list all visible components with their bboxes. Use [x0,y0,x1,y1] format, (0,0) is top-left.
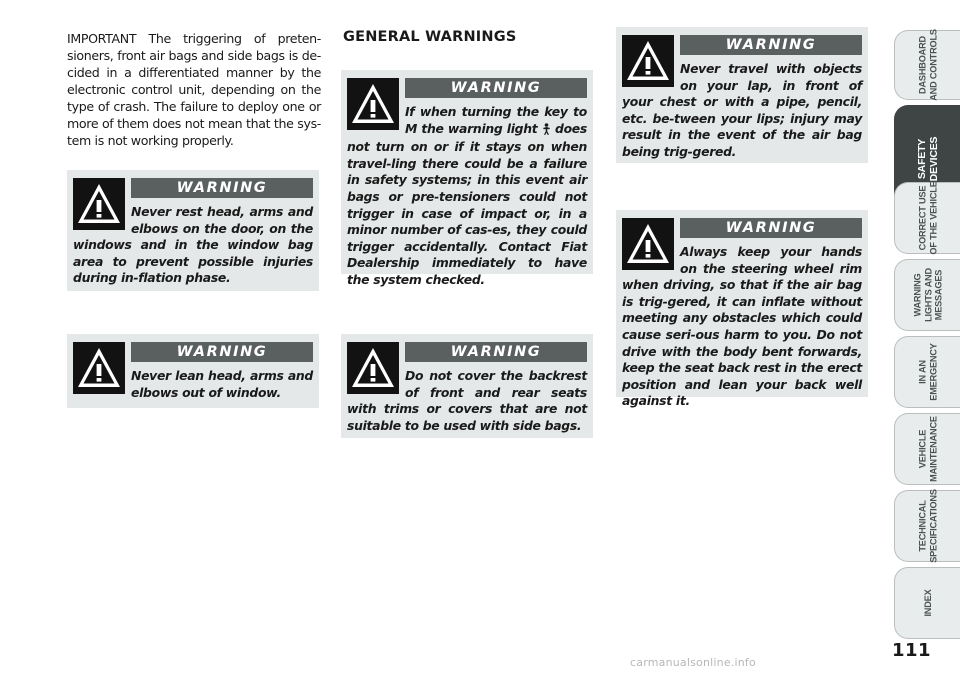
warning-box [341,334,593,438]
warning-box [616,210,868,409]
warning-triangle-icon [347,342,399,394]
page-number: 111 [892,640,932,661]
warning-header: WARNING [131,342,313,362]
warning-header: WARNING [680,35,862,55]
warning-header: WARNING [131,178,313,198]
warning-box [341,70,593,287]
section-title: GENERAL WARNINGS [343,29,517,45]
warning-box [67,334,319,408]
tab-dashboard-and-controls[interactable] [894,30,960,100]
airbag-icon [542,123,551,140]
tab-label: VEHICLE MAINTENANCE [917,416,938,482]
warning-text [347,104,587,289]
warning-triangle-icon [73,178,125,230]
tab-technical-specifications[interactable] [894,490,960,562]
warning-text: Never lean head, arms and elbows out of window. [131,368,313,400]
warning-text-part: If when turning the key to M the warning light [405,104,587,136]
tab-label: INDEX [922,589,933,617]
warning-triangle-icon [622,35,674,87]
tab-correct-use-of-the-vehicle[interactable] [894,182,960,254]
warning-header: WARNING [405,342,587,362]
tab-warning-lights-and-messages[interactable] [894,259,960,331]
warning-text: Never rest head, arms and elbows on the door, on the windows and in the window bag area to prevent possible injuries during in-flation phase. [73,204,313,286]
warning-header: WARNING [680,218,862,238]
tab-in-an-emergency[interactable] [894,336,960,408]
warning-triangle-icon [622,218,674,270]
warning-box [616,27,868,163]
warning-box [67,170,319,291]
tab-label: WARNING LIGHTS AND MESSAGES [911,268,943,322]
tab-index[interactable] [894,567,960,639]
tab-label: SAFETY DEVICES [915,136,940,182]
intro-paragraph: IMPORTANT The triggering of preten-sioners, front air bags and side bags is de-cided in a differentiated manner by the electronic control unit, depending on the type of crash. The failure to deploy one or more of them does not mean that the sys-tem is not working properly. [67,31,321,148]
warning-text-part: does not turn on or if it stays on when travel-ling there could be a failure in safety systems; in this event air bags or pre-tensioners could not trigger in case of impact or, in a minor number of cas-es, they could trigger accidentally. Contact Fiat Dealership immediately to have the system checked. [347,120,587,287]
warning-text: Always keep your hands on the steering wheel rim when driving, so that if the air bag is trig-gered, it can inflate without meeting any obstacles which could cause seri-ous harm to you. Do not drive with the body bent forwards, keep the seat back rest in the erect position and lean your back well against it. [622,244,862,409]
watermark: carmanualsonline.info [630,656,756,669]
tab-vehicle-maintenance[interactable] [894,413,960,485]
warning-triangle-icon [73,342,125,394]
tab-label: IN AN EMERGENCY [917,343,938,401]
tab-label: TECHNICAL SPECIFICATIONS [917,489,938,563]
warning-triangle-icon [347,78,399,130]
warning-header: WARNING [405,78,587,98]
warning-text: Do not cover the backrest of front and rear seats with trims or covers that are not suitable to be used with side bags. [347,368,587,433]
tab-label: DASHBOARD AND CONTROLS [917,29,938,101]
warning-text: Never travel with objects on your lap, in front of your chest or with a pipe, pencil, etc. be-tween your lips; injury may result in the event of the air bag being trig-gered. [622,61,862,159]
tab-label: CORRECT USE OF THE VEHICLE [917,181,938,255]
